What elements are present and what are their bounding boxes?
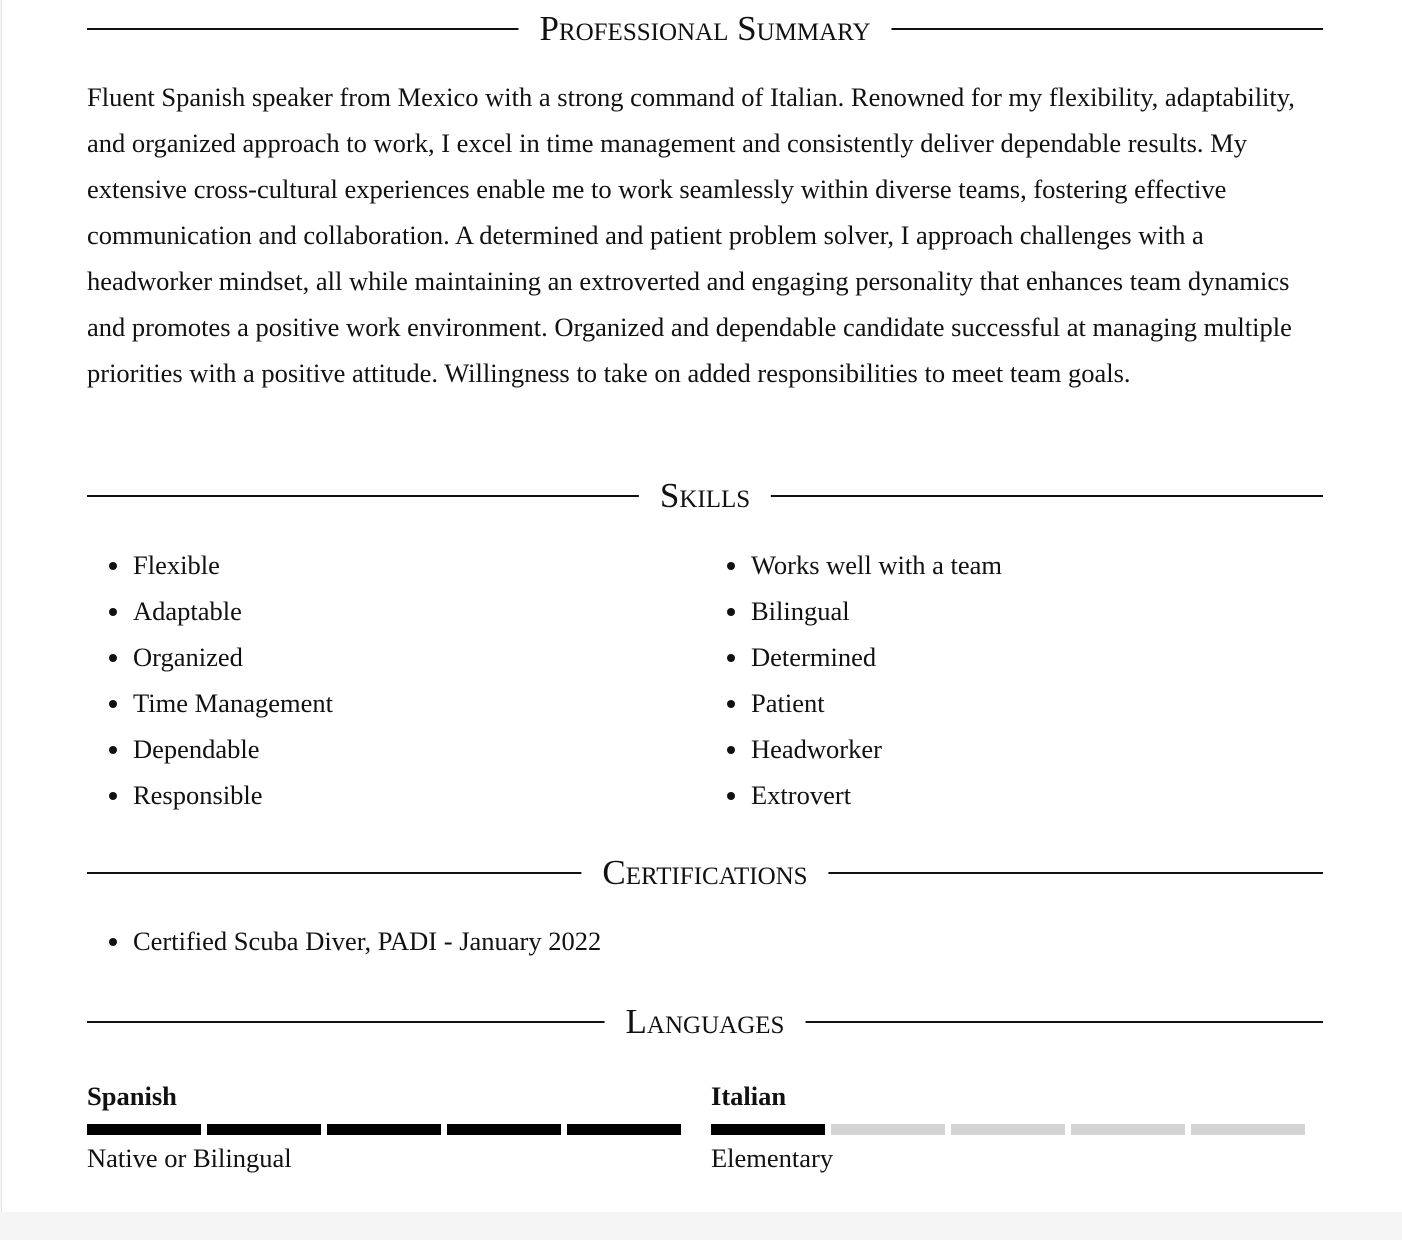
skill-item: Organized — [87, 634, 705, 680]
language-item-spanish — [87, 1076, 681, 1178]
proficiency-segment-filled — [447, 1124, 561, 1135]
proficiency-segment-filled — [711, 1124, 825, 1135]
skills-heading — [87, 476, 1323, 516]
languages-heading-title: Languages — [605, 1002, 806, 1042]
language-name: Spanish — [87, 1081, 177, 1111]
languages-heading — [87, 1002, 1323, 1042]
proficiency-segment-empty — [831, 1124, 945, 1135]
skill-item: Patient — [705, 680, 1323, 726]
language-item-italian — [711, 1076, 1305, 1178]
proficiency-segment-filled — [327, 1124, 441, 1135]
skills-list — [87, 542, 1323, 818]
skill-item: Extrovert — [705, 772, 1323, 818]
skills-heading-title: Skills — [639, 476, 771, 516]
skill-item: Works well with a team — [705, 542, 1323, 588]
language-proficiency-bar — [87, 1124, 681, 1135]
language-name: Italian — [711, 1081, 787, 1111]
skill-item: Bilingual — [705, 588, 1323, 634]
certifications-heading — [87, 853, 1323, 893]
summary-heading-title: Professional Summary — [518, 9, 891, 49]
resume-page — [1, 0, 1402, 1212]
language-level: Elementary — [711, 1143, 834, 1173]
proficiency-segment-filled — [87, 1124, 201, 1135]
skill-item: Determined — [705, 634, 1323, 680]
skill-item: Responsible — [87, 772, 705, 818]
certification-item: Certified Scuba Diver, PADI - January 2022 — [87, 918, 1323, 964]
summary-heading — [87, 9, 1323, 49]
proficiency-segment-filled — [567, 1124, 681, 1135]
skill-item: Time Management — [87, 680, 705, 726]
summary-text: Fluent Spanish speaker from Mexico with a strong command of Italian. Renowned for my flexibility, adaptability, and organized approach to work, I excel in time management and consistently deliver dependable results. My extensive cross-cultural experiences enable me to work seamlessly within diverse teams, fostering effective communication and collaboration. A determined and patient problem solver, I approach challenges with a headworker mindset, all while maintaining an extroverted and engaging personality that enhances team dynamics and promotes a positive work environment. Organized and dependable candidate successful at managing multiple priorities with a positive attitude. Willingness to take on added responsibilities to meet team goals. — [87, 82, 1295, 388]
language-level: Native or Bilingual — [87, 1143, 292, 1173]
skill-item: Adaptable — [87, 588, 705, 634]
skills-column-right — [705, 542, 1323, 818]
certifications-heading-title: Certifications — [581, 853, 828, 893]
skills-column-left — [87, 542, 705, 818]
language-proficiency-bar — [711, 1124, 1305, 1135]
proficiency-segment-empty — [951, 1124, 1065, 1135]
certifications-list — [87, 918, 1323, 964]
proficiency-segment-empty — [1191, 1124, 1305, 1135]
skill-item: Headworker — [705, 726, 1323, 772]
skill-item: Dependable — [87, 726, 705, 772]
proficiency-segment-filled — [207, 1124, 321, 1135]
proficiency-segment-empty — [1071, 1124, 1185, 1135]
skill-item: Flexible — [87, 542, 705, 588]
